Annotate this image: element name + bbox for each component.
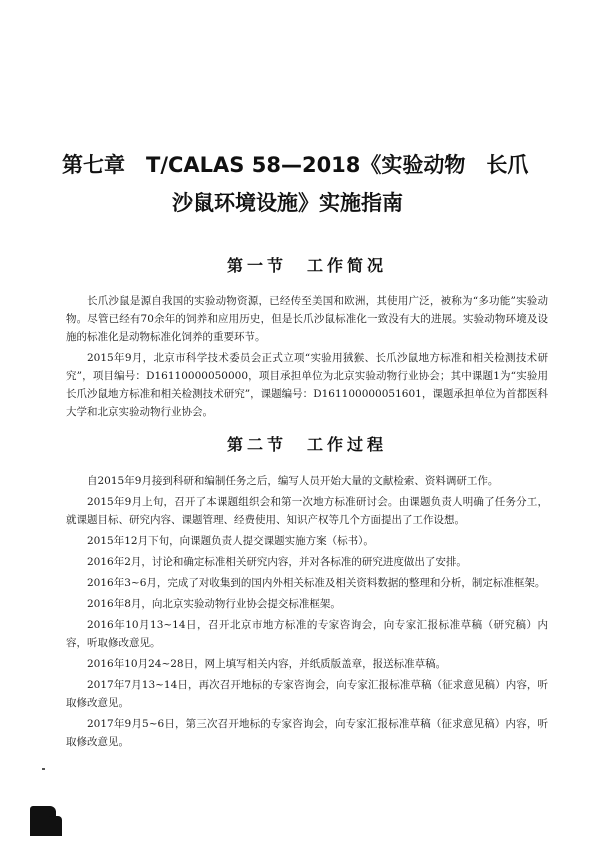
paragraph: 2015年9月，北京市科学技术委员会正式立项“实验用狨猴、长爪沙鼠地方标准和相关检测技术研究”，项目编号：D16110000050000，项目承担单位为北京实验动物行业协会；其中课题1为“实验用长爪沙鼠地方标准和相关检测技术研究”，课题编号：D161100000051601，课题承担单位为首都医科大学和北京实验动物行业协会。 [66,352,548,418]
section-1-heading: 第一节 工作简况 [226,256,387,275]
section-2-body [66,472,548,754]
paragraph: 2015年12月下旬，向课题负责人提交课题实施方案（标书）。 [87,535,374,547]
section-1-body [66,292,548,424]
paragraph: 2016年3~6月，完成了对收集到的国内外相关标准及相关资料数据的整理和分析，制定标准框架。 [87,577,546,589]
scan-artifact-dot [42,768,45,770]
paragraph: 长爪沙鼠是源自我国的实验动物资源，已经传至美国和欧洲，其使用广泛，被称为“多功能”实验动物。尽管已经有70余年的饲养和应用历史，但是长爪沙鼠标准化一致没有大的进展。实验动物环境及设施的标准化是动物标准化饲养的重要环节。 [66,295,548,343]
section-2-heading: 第二节 工作过程 [226,435,387,454]
paragraph: 自2015年9月接到科研和编制任务之后，编写人员开始大量的文献检索、资料调研工作。 [87,475,499,487]
chapter-title-line-2: 沙鼠环境设施》实施指南 [172,191,403,215]
scan-artifact-mark [48,816,62,836]
paragraph: 2017年9月5~6日，第三次召开地标的专家咨询会，向专家汇报标准草稿（征求意见稿）内容，听取修改意见。 [66,718,548,748]
chapter-title-line-1: 第七章 T/CALAS 58—2018《实验动物 长爪 [62,153,529,177]
paragraph: 2016年10月24~28日，网上填写相关内容，并纸质版盖章，报送标准草稿。 [87,658,447,670]
paragraph: 2016年2月，讨论和确定标准相关研究内容，并对各标准的研究进度做出了安排。 [87,556,467,568]
paragraph: 2015年9月上旬，召开了本课题组织会和第一次地方标准研讨会。由课题负责人明确了任务分工，就课题目标、研究内容、课题管理、经费使用、知识产权等几个方面提出了工作设想。 [66,496,548,526]
paragraph: 2017年7月13~14日，再次召开地标的专家咨询会，向专家汇报标准草稿（征求意见稿）内容，听取修改意见。 [66,679,548,709]
paragraph: 2016年10月13~14日，召开北京市地方标准的专家咨询会，向专家汇报标准草稿（研究稿）内容，听取修改意见。 [66,619,548,649]
paragraph: 2016年8月，向北京实验动物行业协会提交标准框架。 [87,598,341,610]
chapter-title [62,146,552,222]
